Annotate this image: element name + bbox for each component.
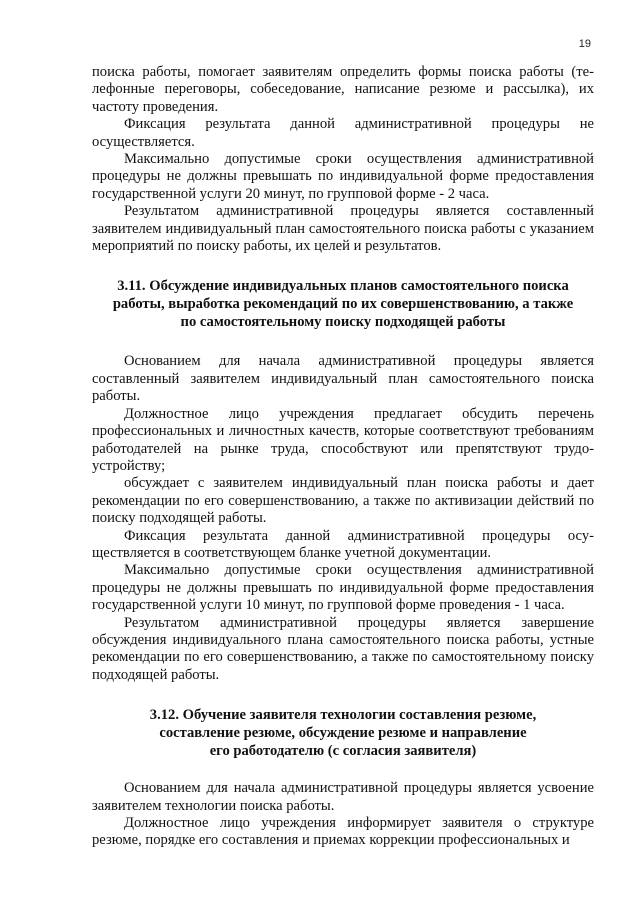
paragraph: Максимально допустимые сроки осуществления административной процедуры не должны превышать по индивидуальной форме предоставления государственной услуги 10 минут, по групповой форме проведения - 1 часа. — [92, 562, 594, 614]
heading-line: 3.12. Обучение заявителя технологии составления резюме, — [149, 707, 537, 724]
page-number: 19 — [578, 38, 591, 50]
section-heading-3-11 — [92, 277, 594, 331]
paragraph: Максимально допустимые сроки осуществления административной процедуры не должны превышать по индивидуальной форме предоставления государственной услуги 20 минут, по групповой форме - 2 часа. — [92, 151, 594, 202]
heading-line: его работодателю (с согласия заявителя) — [209, 743, 477, 760]
section-heading-3-12 — [92, 706, 594, 760]
paragraph: Должностное лицо учреждения информирует заявителя о структуре резюме, порядке его составления и приемах коррекции профессиональных и — [92, 815, 594, 849]
paragraph: Фиксация результата данной административной процедуры не осуществляется. — [92, 116, 594, 150]
paragraph: Основанием для начала административной процедуры является составленный заявителем индивидуальный план самостоятельного поиска работы. — [92, 353, 594, 405]
paragraph: Фиксация результата данной административной процедуры осуществляется в соответствующем бланке учетной документации. — [92, 527, 594, 561]
heading-line: по самостоятельному поиску подходящей работы — [180, 314, 506, 331]
page-content — [92, 64, 594, 850]
heading-line: 3.11. Обсуждение индивидуальных планов самостоятельного поиска — [117, 278, 569, 295]
paragraph: обсуждает с заявителем индивидуальный план поиска работы и дает рекомендации по его совершенствованию, а также по активизации действий по поиску подходящей работы. — [92, 475, 594, 527]
heading-line: составление резюме, обсуждение резюме и направление — [159, 725, 527, 742]
paragraph: Должностное лицо учреждения предлагает обсудить перечень профессиональных и личностных качеств, которые соответствуют требованиям работодателей на рынке труда, способствуют или препятствуют трудоустройству; — [92, 405, 594, 474]
paragraph: Результатом административной процедуры является составленный заявителем индивидуальный план самостоятельного поиска работы с указанием мероприятий по поиску работы, их целей и результатов. — [92, 203, 594, 255]
paragraph-continued: поиска работы, помогает заявителям определить формы поиска работы (телефонные переговоры, собеседование, написание резюме и рассылка), их частоту проведения. — [92, 64, 594, 115]
paragraph: Результатом административной процедуры является завершение обсуждения индивидуального плана самостоятельного поиска работы, устные рекомендации по его совершенствованию, а также по самостоятельному поиску подходящей работы. — [92, 614, 594, 683]
paragraph: Основанием для начала административной процедуры является усвоение заявителем технологии поиска работы. — [92, 780, 594, 814]
heading-line: работы, выработка рекомендаций по их совершенствованию, а также — [112, 296, 574, 313]
